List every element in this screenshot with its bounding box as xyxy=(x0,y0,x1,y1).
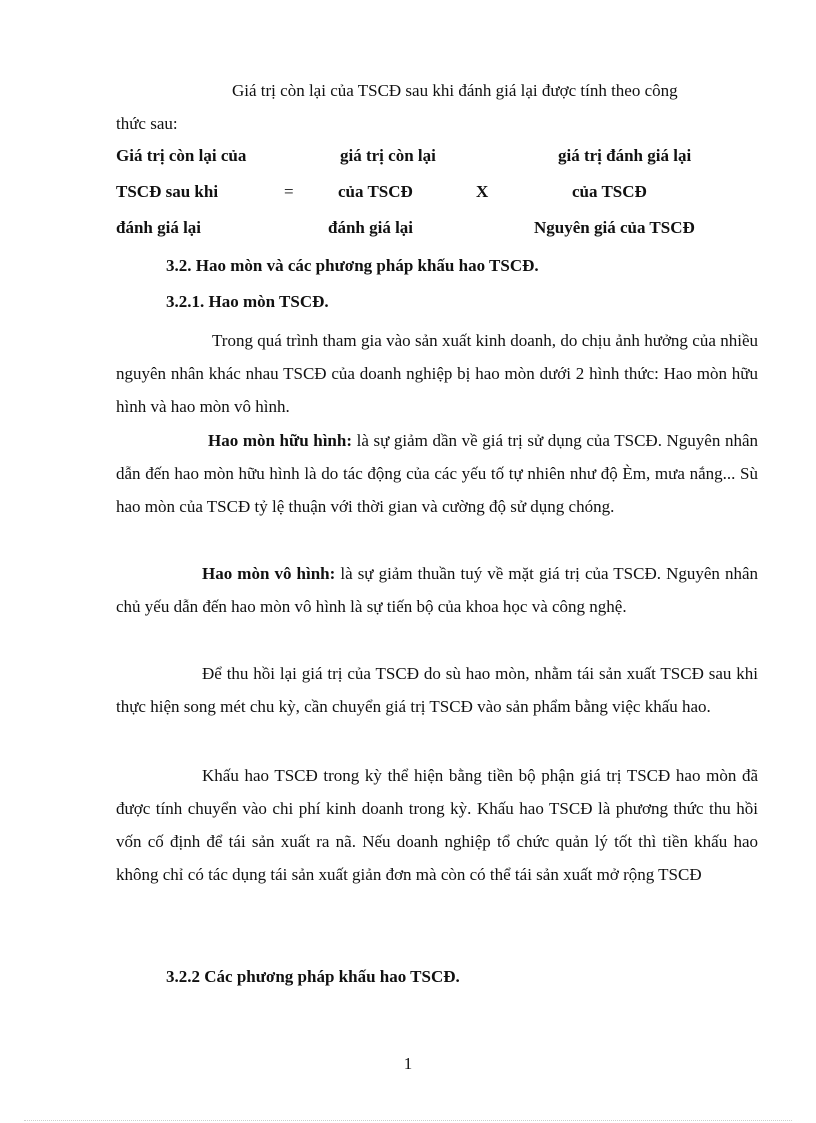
formula-left-2: TSCĐ sau khi xyxy=(116,182,219,201)
paragraph-recovery: Để thu hồi lại giá trị của TSCĐ do sù hao mòn, nhằm tái sản xuất TSCĐ sau khi thực hiện song mét chu kỳ, cần chuyển giá trị TSCĐ vào sản phẩm bằng việc khấu hao. xyxy=(116,664,758,716)
heading-3-2-1: 3.2.1. Hao mòn TSCĐ. xyxy=(166,292,329,311)
formula-left-1: Giá trị còn lại của xyxy=(116,146,247,165)
formula-right-2: của TSCĐ xyxy=(572,182,647,201)
term-tangible-wear: Hao mòn hữu hình: xyxy=(208,431,352,450)
paragraph-tangible-wear xyxy=(116,424,758,523)
formula-equals: = xyxy=(284,182,294,201)
page-bottom-rule xyxy=(24,1120,792,1121)
paragraph-depreciation: Khấu hao TSCĐ trong kỳ thể hiện bằng tiền bộ phận giá trị TSCĐ hao mòn đã được tính chuyển vào chi phí kinh doanh trong kỳ. Khấu hao TSCĐ là phương thức thu hồi vốn cố định để tái sản xuất ra nã. Nếu doanh nghiệp tổ chức quản lý tốt thì tiền khấu hao không chỉ có tác dụng tái sản xuất giản đơn mà còn có thể tái sản xuất mở rộng TSCĐ xyxy=(116,766,758,884)
intro-line-1: Giá trị còn lại của TSCĐ sau khi đánh giá lại được tính theo công xyxy=(232,81,678,100)
paragraph-intro-wear: Trong quá trình tham gia vào sản xuất kinh doanh, do chịu ảnh hưởng của nhiều nguyên nhân khác nhau TSCĐ của doanh nghiệp bị hao mòn dưới 2 hình thức: Hao mòn hữu hình và hao mòn vô hình. xyxy=(116,331,758,416)
formula-right-3: Nguyên giá của TSCĐ xyxy=(534,218,695,237)
formula-middle-2: của TSCĐ xyxy=(338,182,413,201)
formula-times: X xyxy=(476,182,489,201)
formula-middle-3: đánh giá lại xyxy=(328,218,414,237)
paragraph-intangible-wear xyxy=(116,557,758,623)
term-intangible-wear: Hao mòn vô hình: xyxy=(202,564,336,583)
text-tangible-wear: là sự giảm dần về giá trị sử dụng của TSCĐ. Nguyên nhân dẫn đến hao mòn hữu hình là do tác động của các yếu tố tự nhiên như độ Èm, mưa nắng... Sù hao mòn của TSCĐ tỷ lệ thuận với thời gian và cường độ sử dụng chóng. xyxy=(116,431,758,516)
formula-right-1: giá trị đánh giá lại xyxy=(558,146,692,165)
heading-3-2-2: 3.2.2 Các phương pháp khấu hao TSCĐ. xyxy=(166,967,460,986)
formula-left-3: đánh giá lại xyxy=(116,218,202,237)
formula-middle-1: giá trị còn lại xyxy=(340,146,436,165)
page-number: 1 xyxy=(403,1054,413,1073)
heading-3-2: 3.2. Hao mòn và các phương pháp khấu hao TSCĐ. xyxy=(166,256,539,275)
intro-line-2: thức sau: xyxy=(116,114,178,133)
text-intangible-wear: là sự giảm thuần tuý về mặt giá trị của TSCĐ. Nguyên nhân chủ yếu dẫn đến hao mòn vô hình là sự tiến bộ của khoa học và công nghệ. xyxy=(116,564,758,616)
